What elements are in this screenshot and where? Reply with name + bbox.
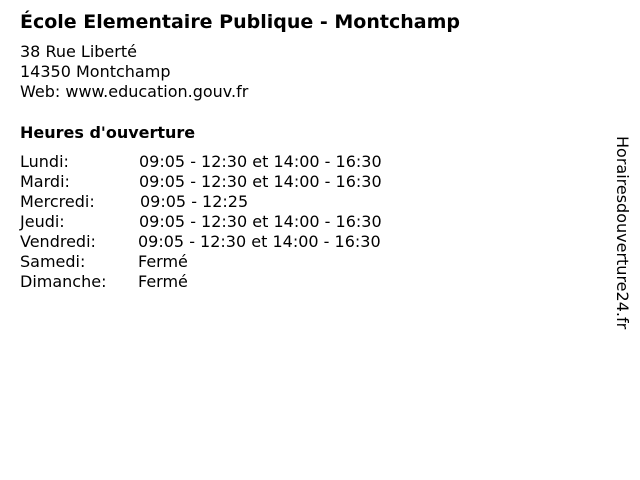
address-city: 14350 Montchamp bbox=[20, 62, 171, 81]
page-title: École Elementaire Publique - Montchamp bbox=[20, 11, 460, 33]
opening-time: 09:05 - 12:30 et 14:00 - 16:30 bbox=[139, 212, 382, 231]
vertical-site-brand: Horairesdouverture24.fr bbox=[613, 136, 632, 330]
opening-time: 09:05 - 12:25 bbox=[140, 192, 249, 211]
day-label: Mardi: bbox=[20, 172, 70, 191]
opening-time: Fermé bbox=[138, 252, 188, 271]
day-label: Mercredi: bbox=[20, 192, 95, 211]
address-web: Web: www.education.gouv.fr bbox=[20, 82, 249, 101]
day-label: Samedi: bbox=[20, 252, 86, 271]
opening-time: 09:05 - 12:30 et 14:00 - 16:30 bbox=[139, 152, 382, 171]
day-label: Dimanche: bbox=[20, 272, 107, 291]
day-label: Jeudi: bbox=[20, 212, 65, 231]
opening-time: 09:05 - 12:30 et 14:00 - 16:30 bbox=[139, 172, 382, 191]
address-block bbox=[20, 42, 248, 102]
hours-heading: Heures d'ouverture bbox=[20, 123, 196, 142]
address-street: 38 Rue Liberté bbox=[20, 42, 137, 61]
opening-time: 09:05 - 12:30 et 14:00 - 16:30 bbox=[138, 232, 381, 251]
day-label: Vendredi: bbox=[20, 232, 96, 251]
opening-time: Fermé bbox=[138, 272, 188, 291]
day-label: Lundi: bbox=[20, 152, 69, 171]
